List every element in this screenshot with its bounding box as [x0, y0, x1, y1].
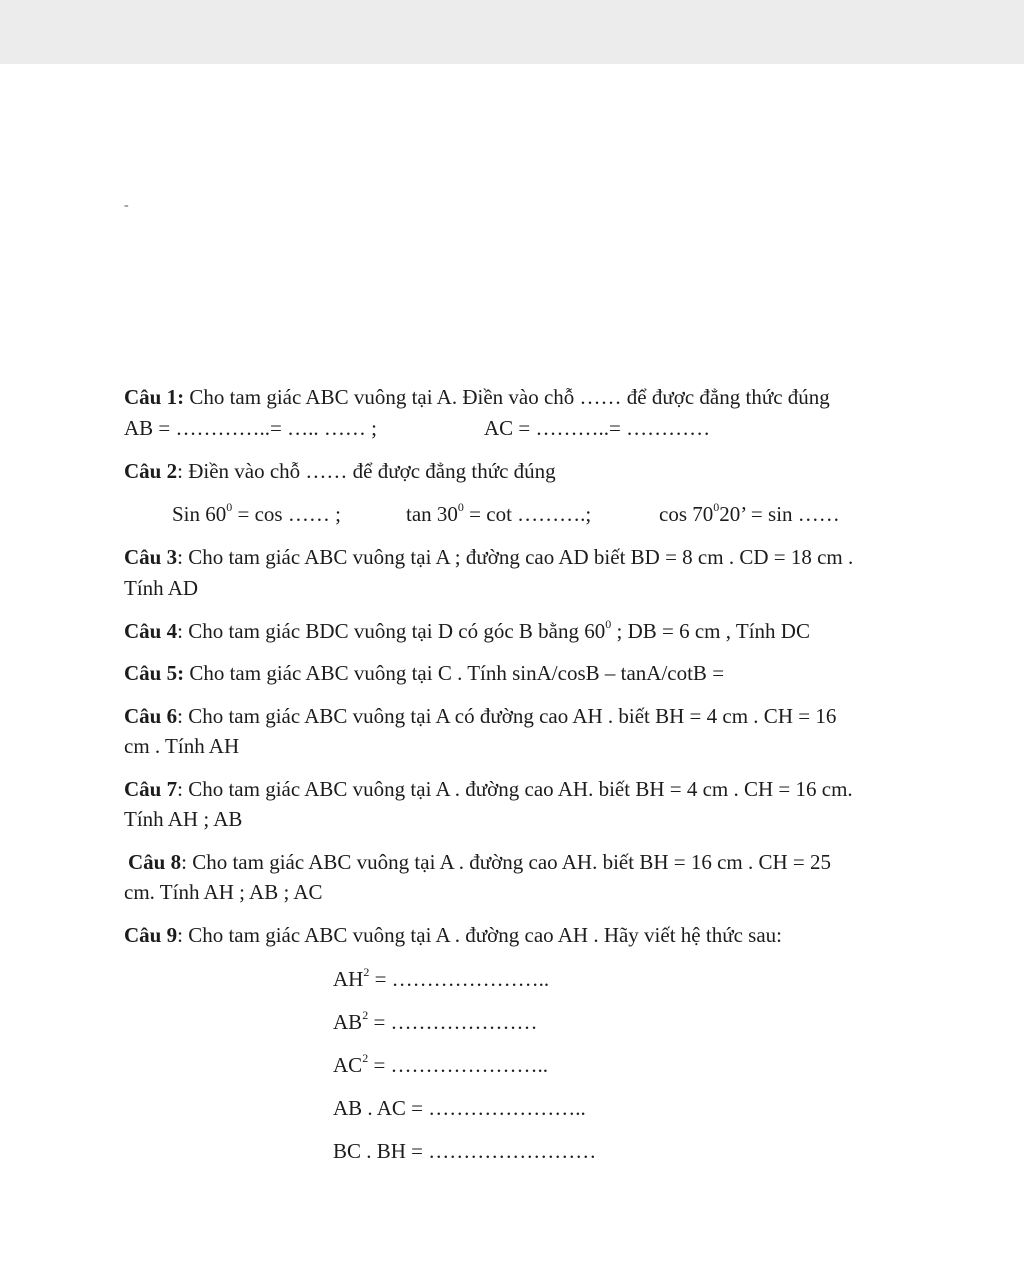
q9-label: Câu 9 — [124, 923, 178, 947]
q9-r2: AB — [333, 1010, 363, 1034]
q8-label: Câu 8 — [128, 850, 182, 874]
q1-ac: AC = ………..= ………… — [484, 416, 711, 440]
q7-line2: Tính AH ; AB — [124, 807, 243, 831]
q2-e2: tan 30 — [406, 502, 458, 526]
q7-line — [124, 775, 853, 803]
q8-line2: cm. Tính AH ; AB ; AC — [124, 880, 323, 904]
q2-e2-tail: = cot ……….; — [463, 502, 592, 526]
q9-row-3 — [333, 1051, 548, 1079]
q9-r1-sup: 2 — [363, 965, 370, 979]
q8-line — [128, 848, 831, 876]
q9-r3-sup: 2 — [362, 1051, 369, 1065]
q4-text: : Cho tam giác BDC vuông tại D có góc B bằng 60 — [177, 619, 606, 643]
q8-text: : Cho tam giác ABC vuông tại A . đường cao AH. biết BH = 16 cm . CH = 25 — [181, 850, 832, 874]
q2-line — [124, 457, 556, 485]
q1-label: Câu 1: — [124, 385, 185, 409]
q9-r3: AC — [333, 1053, 363, 1077]
q5-text: Cho tam giác ABC vuông tại C . Tính sinA/cosB – tanA/cotB = — [184, 661, 725, 685]
q9-r1: AH — [333, 967, 364, 991]
q9-row-1 — [333, 965, 549, 993]
q4-label: Câu 4 — [124, 619, 178, 643]
q2-e3-tail: 20’ = sin …… — [719, 502, 840, 526]
q9-r2-sup: 2 — [362, 1008, 369, 1022]
q3-label: Câu 3 — [124, 545, 178, 569]
q9-row-4: AB . AC = ………………….. — [333, 1096, 586, 1120]
q9-r3-tail: = ………………….. — [368, 1053, 549, 1077]
q9-row-2 — [333, 1008, 538, 1036]
q2-e3: cos 70 — [659, 502, 714, 526]
q4-tail: ; DB = 6 cm , Tính DC — [611, 619, 810, 643]
q5-line — [124, 659, 724, 687]
q2-e1: Sin 60 — [172, 502, 227, 526]
q6-line2: cm . Tính AH — [124, 734, 240, 758]
q2-e3-sup: 0 — [713, 500, 720, 514]
q7-text: : Cho tam giác ABC vuông tại A . đường cao AH. biết BH = 4 cm . CH = 16 cm. — [177, 777, 853, 801]
q9-text: : Cho tam giác ABC vuông tại A . đường cao AH . Hãy viết hệ thức sau: — [177, 923, 782, 947]
q2-e2-sup: 0 — [457, 500, 464, 514]
q6-label: Câu 6 — [124, 704, 178, 728]
q4-sup: 0 — [605, 617, 612, 631]
q2-label: Câu 2 — [124, 459, 178, 483]
q2-text: : Điền vào chỗ …… để được đẳng thức đúng — [177, 459, 556, 483]
q5-label: Câu 5: — [124, 661, 185, 685]
q2-expr-3 — [659, 500, 840, 528]
q6-line — [124, 702, 836, 730]
q3-text: : Cho tam giác ABC vuông tại A ; đường cao AD biết BD = 8 cm . CD = 18 cm . — [177, 545, 854, 569]
q2-e1-sup: 0 — [226, 500, 233, 514]
q3-line2: Tính AD — [124, 576, 199, 600]
q2-expr-2 — [406, 500, 591, 528]
q1-line — [124, 383, 830, 411]
q6-text: : Cho tam giác ABC vuông tại A có đường cao AH . biết BH = 4 cm . CH = 16 — [177, 704, 837, 728]
q1-text: Cho tam giác ABC vuông tại A. Điền vào chỗ …… để được đẳng thức đúng — [184, 385, 830, 409]
q7-label: Câu 7 — [124, 777, 178, 801]
corner-mark: - — [124, 198, 129, 213]
q4-line — [124, 617, 810, 645]
q2-expr-1 — [172, 500, 341, 528]
q2-e1-tail: = cos …… ; — [232, 502, 341, 526]
q9-row-5: BC . BH = …………………… — [333, 1139, 597, 1163]
q1-ab: AB = …………..= ….. …… ; — [124, 416, 377, 440]
q9-line — [124, 921, 782, 949]
q9-r1-tail: = ………………….. — [369, 967, 550, 991]
q9-r2-tail: = ………………… — [368, 1010, 538, 1034]
q3-line — [124, 543, 853, 571]
